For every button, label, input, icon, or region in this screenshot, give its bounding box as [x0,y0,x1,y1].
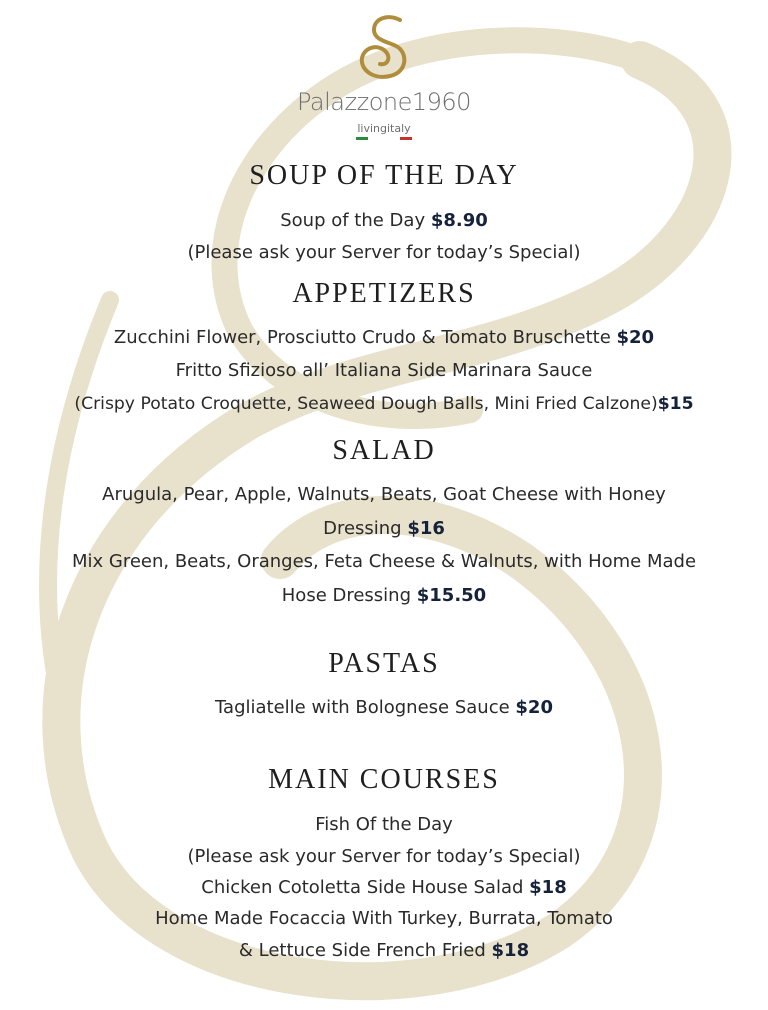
section-title-pastas: PASTAS [328,648,440,679]
menu-item: Home Made Focaccia With Turkey, Burrata, Tomato [155,908,613,929]
price: $8.90 [430,210,488,231]
price: $15 [657,394,694,414]
menu-item: Fish Of the Day [315,814,453,835]
price: $18 [529,877,567,898]
price: $15.50 [416,585,487,606]
menu-item: Tagliatelle with Bolognese Sauce $20 [215,697,553,718]
menu-item: Zucchini Flower, Prosciutto Crudo & Tomato Bruschette $20 [113,327,655,348]
brand-tagline: livingitaly [357,122,411,135]
monogram-swirl-icon [354,12,414,84]
italian-flag-icon [0,137,768,140]
menu-item: (Crispy Potato Croquette, Seaweed Dough Balls, Mini Fried Calzone)$15 [74,394,694,414]
price: $16 [407,518,445,539]
menu-item: & Lettuce Side French Fried $18 [238,940,530,961]
price: $20 [515,697,553,718]
menu-item: (Please ask your Server for today’s Special) [187,242,581,263]
menu-item: Mix Green, Beats, Oranges, Feta Cheese & Walnuts, with Home Made [71,551,697,572]
menu-item: Chicken Cotoletta Side House Salad $18 [201,877,567,898]
section-title-salad: SALAD [332,435,436,466]
section-title-appetizers: APPETIZERS [292,278,476,309]
section-title-main-courses: MAIN COURSES [268,764,500,795]
menu-item: Dressing $16 [323,518,445,539]
section-title-soup: SOUP OF THE DAY [249,160,519,191]
menu-item: Hose Dressing $15.50 [281,585,487,606]
brand-name: Palazzone1960 [297,88,471,116]
price: $20 [616,327,655,348]
menu-item: (Please ask your Server for today’s Special) [187,846,581,867]
price: $18 [491,940,530,961]
menu-item: Arugula, Pear, Apple, Walnuts, Beats, Goat Cheese with Honey [102,484,666,505]
menu-item: Fritto Sfizioso all’ Italiana Side Marinara Sauce [175,360,593,381]
logo [0,12,768,140]
menu-item: Soup of the Day $8.90 [280,210,488,231]
